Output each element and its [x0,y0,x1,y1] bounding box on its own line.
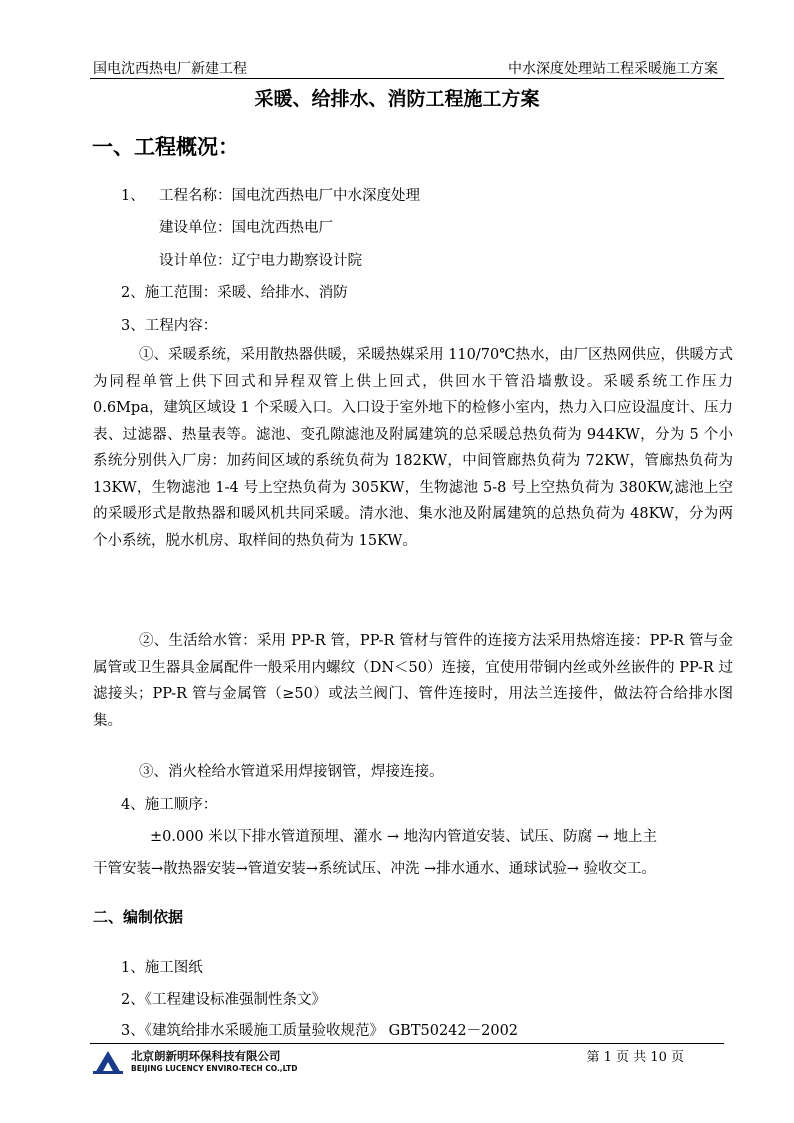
company-name-cn: 北京朗新明环保科技有限公司 [131,1049,281,1063]
paragraph-water-supply [93,628,733,734]
item1-project-name: 工程名称：国电沈西热电厂中水深度处理 [159,188,420,204]
reference-1: 1、施工图纸 [121,960,203,976]
section-heading-overview: 一、工程概况： [92,135,239,159]
header-project-name: 国电沈西热电厂新建工程 [93,61,247,77]
sequence-line-2: 干管安装→散热器安装→管道安装→系统试压、冲洗 →排水通水、通球试验→ 验收交工。 [93,861,656,877]
paragraph-fire-hydrant-text: ➂、消火栓给水管道采用焊接钢管，焊接连接。 [139,764,444,780]
company-logo-icon [93,1049,123,1075]
item4-sequence-label: 4、施工顺序： [121,797,218,813]
paragraph-water-supply-text: ➁、生活给水管：采用 PP-R 管，PP-R 管材与管件的连接方法采用热熔连接：PP-R 管与金属管或卫生器具金属配件一般采用内螺纹（DN＜50）连接，宜使用带铜内丝或外丝嵌件的 PP-R 过滤接头；PP-R 管与金属管（≥50）或法兰阀门、管件连接时，用法兰连接件，做法符合给排水图集。 [93,633,733,729]
item1-number: 1、 [121,188,145,204]
paragraph-fire-hydrant [93,759,733,786]
paragraph-heating-text: ➀、采暖系统，采用散热器供暖，采暖热媒采用 110/70℃热水，由厂区热网供应，供暖方式为同程单管上供下回式和异程双管上供上回式，供回水干管沿墙敷设。采暖系统工作压力 0.6Mpa，建筑区域设 1 个采暖入口。入口设于室外地下的检修小室内，热力入口应设温度计、压力表、过滤器、热量表等。滤池、变孔隙滤池及附属建筑的总采暖总热负荷为 944KW，分为 5 个小系统分别供入厂房：加药间区域的系统负荷为 182KW，中间管廊热负荷为 72KW，管廊热负荷为 13KW，生物滤池 1-4 号上空热负荷为 305KW，生物滤池 5-8 号上空热负荷为 380KW,滤池上空的采暖形式是散热器和暖风机共同采暖。清水池、集水池及附属建筑的总热负荷为 48KW，分为两个小系统，脱水机房、取样间的热负荷为 15KW。 [93,347,733,549]
item1-owner: 建设单位：国电沈西热电厂 [159,220,333,236]
document-title: 采暖、给排水、消防工程施工方案 [254,88,540,110]
item1-designer: 设计单位：辽宁电力勘察设计院 [159,253,362,269]
header-doc-name: 中水深度处理站工程采暖施工方案 [508,61,718,77]
item3-content-label: 3、工程内容： [121,318,218,334]
sequence-line-1: ±0.000 米以下排水管道预埋、灌水 → 地沟内管道安装、试压、防腐 → 地上主 [150,829,658,845]
company-logo [93,1047,298,1079]
reference-3: 3、《建筑给排水采暖施工质量验收规范》 GBT50242－2002 [121,1023,519,1039]
header-rule [90,78,724,79]
company-name-en: BEIJING LUCENCY ENVIRO-TECH CO.,LTD [131,1064,298,1073]
paragraph-heating-system [93,342,733,554]
reference-2: 2、《工程建设标准强制性条文》 [121,992,326,1008]
section-heading-basis: 二、编制依据 [93,908,184,926]
page-number: 第 1 页 共 10 页 [586,1050,684,1065]
footer-rule [90,1043,724,1044]
item2-scope: 2、施工范围：采暖、给排水、消防 [121,285,348,301]
